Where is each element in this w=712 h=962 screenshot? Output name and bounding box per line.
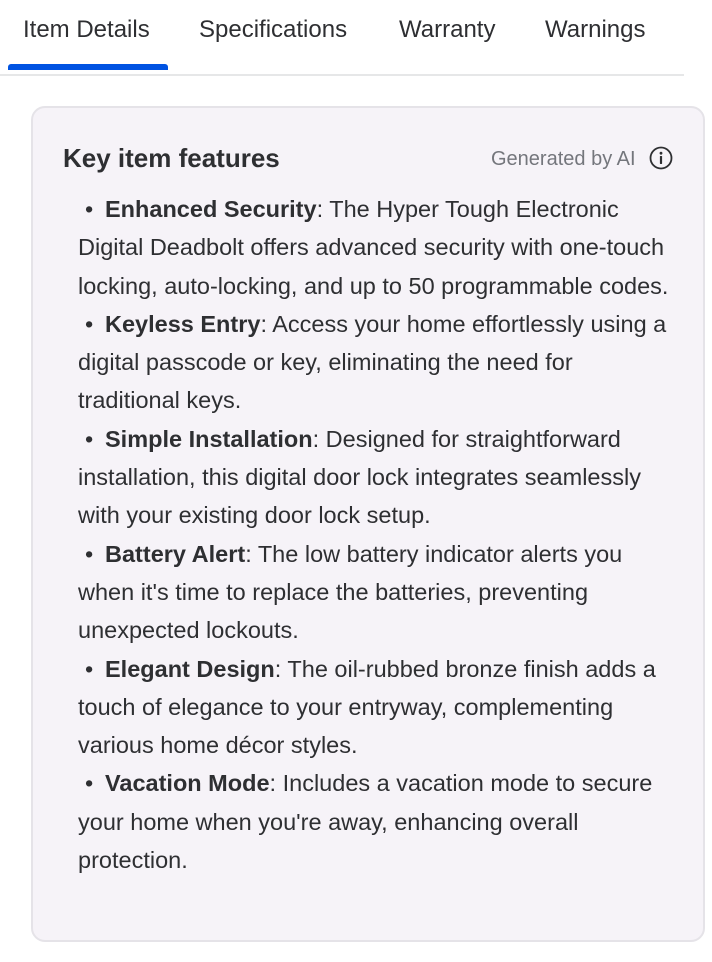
feature-text: : Includes a vacation mode to secure your home when you're away, enhancing overall protection. xyxy=(78,770,653,874)
feature-item xyxy=(78,420,678,535)
feature-text: : The Hyper Tough Electronic Digital Deadbolt offers advanced security with one-touch locking, auto-locking, and up to 50 programmable codes. xyxy=(78,196,669,299)
feature-title: Simple Installation xyxy=(105,425,313,452)
feature-title: Battery Alert xyxy=(105,540,246,567)
feature-item xyxy=(78,190,678,305)
feature-item xyxy=(78,650,678,765)
feature-title: Enhanced Security xyxy=(105,196,317,222)
bullet: • xyxy=(85,425,94,452)
feature-list xyxy=(78,190,678,879)
key-features-card xyxy=(31,106,705,942)
tab-item-details[interactable]: Item Details xyxy=(23,16,150,43)
active-tab-indicator xyxy=(8,64,168,70)
tab-bar xyxy=(0,0,684,76)
bullet: • xyxy=(85,310,94,337)
feature-text: : Access your home effortlessly using a digital passcode or key, eliminating the need for traditional keys. xyxy=(78,310,667,414)
tab-warranty[interactable]: Warranty xyxy=(399,16,496,43)
feature-text: : The low battery indicator alerts you when it's time to replace the batteries, preventing unexpected lockouts. xyxy=(78,540,623,644)
feature-text: : Designed for straightforward installation, this digital door lock integrates seamlessly with your existing door lock setup. xyxy=(78,425,641,529)
feature-title: Vacation Mode xyxy=(105,770,270,797)
feature-text: : The oil-rubbed bronze finish adds a touch of elegance to your entryway, complementing various home décor styles. xyxy=(78,655,656,759)
bullet: • xyxy=(85,540,94,567)
feature-item xyxy=(78,764,678,879)
info-circle-icon[interactable] xyxy=(649,146,673,170)
tab-warnings[interactable]: Warnings xyxy=(545,16,646,43)
tab-specifications[interactable]: Specifications xyxy=(199,16,348,43)
feature-item xyxy=(78,535,678,650)
generated-by-ai-label: Generated by AI xyxy=(491,148,636,170)
feature-title: Elegant Design xyxy=(105,655,275,682)
bullet: • xyxy=(85,770,94,797)
bullet: • xyxy=(85,655,94,682)
feature-title: Keyless Entry xyxy=(105,310,261,337)
card-title: Key item features xyxy=(63,143,280,173)
feature-item xyxy=(78,305,678,420)
bullet: • xyxy=(85,196,94,222)
